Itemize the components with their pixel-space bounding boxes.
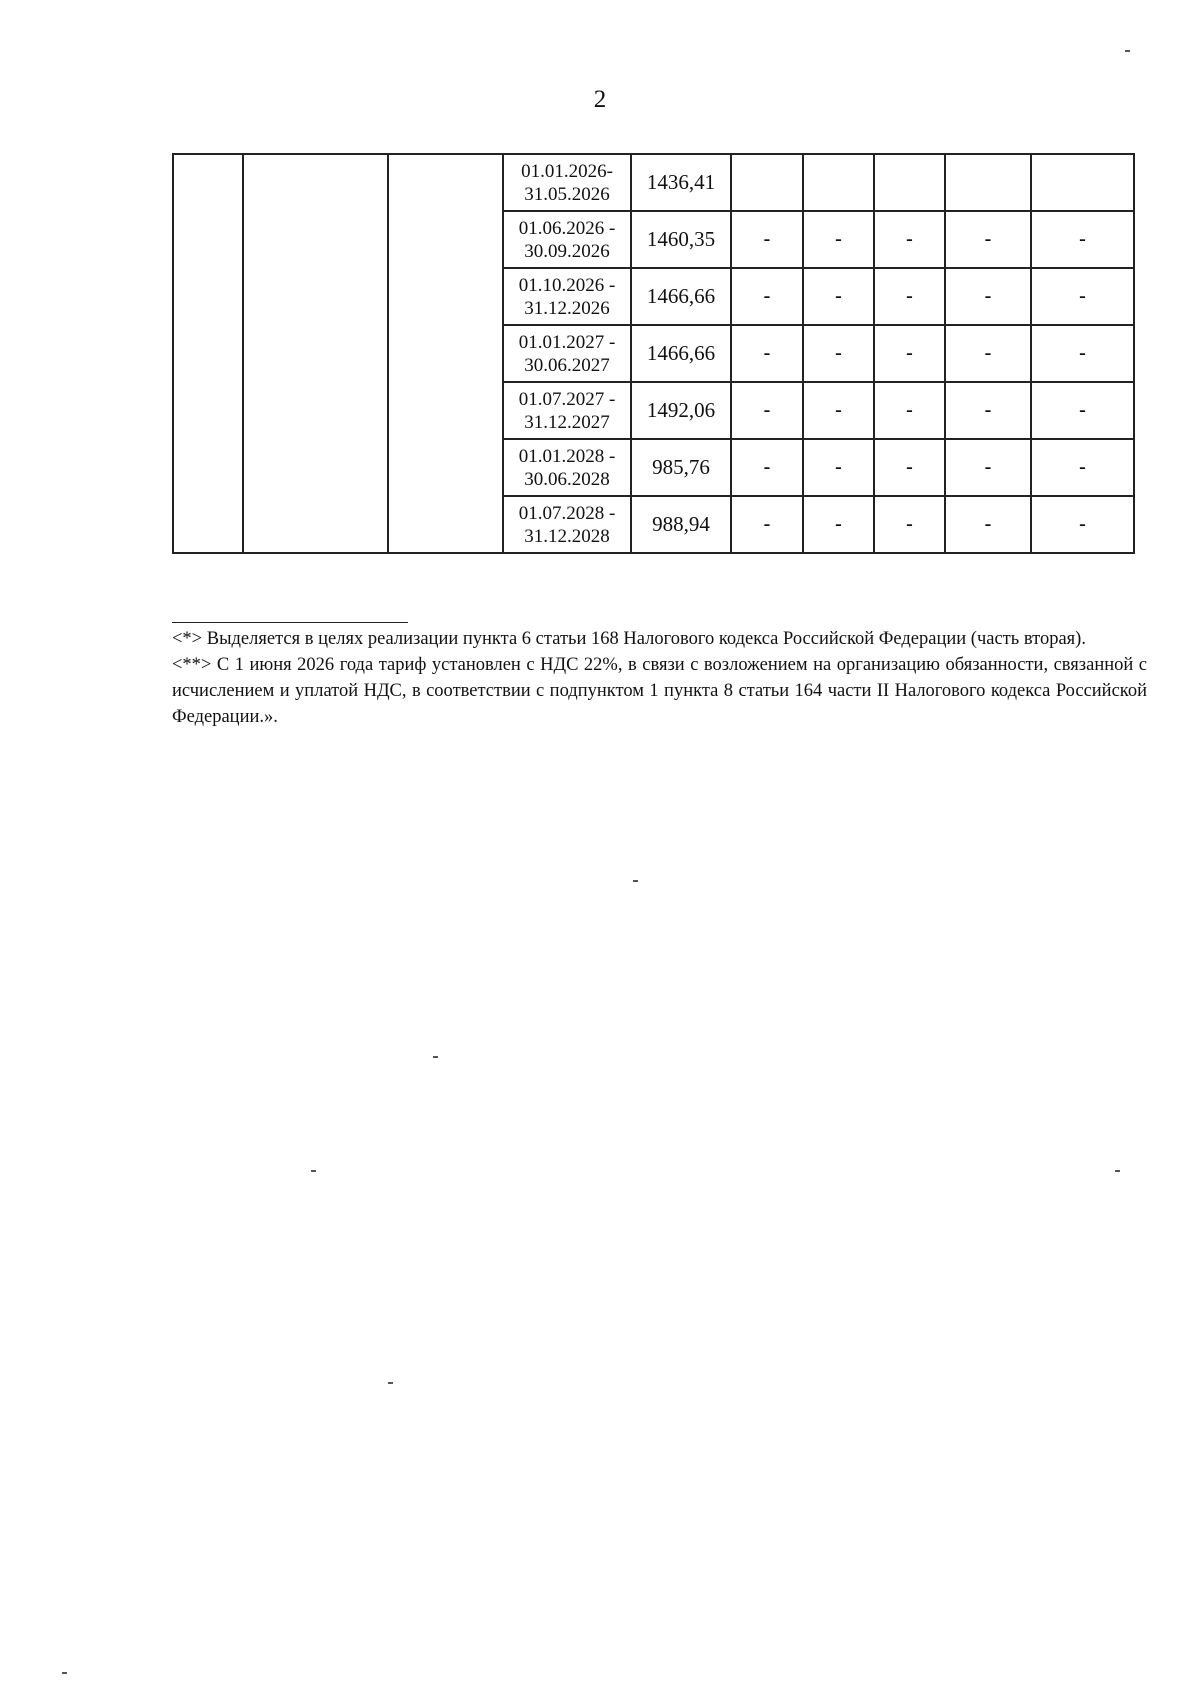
table-cell: - xyxy=(874,439,945,496)
scan-speck xyxy=(388,1382,393,1384)
table-cell: - xyxy=(945,268,1031,325)
footnotes xyxy=(172,626,1147,730)
table-cell: - xyxy=(945,211,1031,268)
table-cell: - xyxy=(803,268,874,325)
table-cell: - xyxy=(945,439,1031,496)
table-cell: - xyxy=(1031,211,1134,268)
table-cell xyxy=(731,154,803,211)
footnote-2: <**> С 1 июня 2026 года тариф установлен с НДС 22%, в связи с возложением на организацию обязанности, связанной с исчислением и уплатой НДС, в соответствии с подпунктом 1 пункта 8 статьи 164 части II Налогового кодекса Российской Федерации.». xyxy=(172,655,1147,727)
table-cell: - xyxy=(803,325,874,382)
table-cell xyxy=(874,154,945,211)
table-cell: - xyxy=(731,439,803,496)
table-cell: - xyxy=(874,211,945,268)
table-cell xyxy=(1031,154,1134,211)
page-number: 2 xyxy=(593,86,607,113)
scan-speck xyxy=(311,1170,316,1172)
table-cell: - xyxy=(874,496,945,553)
table-cell xyxy=(803,154,874,211)
table-cell: - xyxy=(1031,496,1134,553)
table-cell xyxy=(945,154,1031,211)
tariff-value: 985,76 xyxy=(631,439,731,496)
table-cell: - xyxy=(1031,382,1134,439)
table-cell: - xyxy=(874,268,945,325)
table-cell: - xyxy=(1031,268,1134,325)
footnote-1: <*> Выделяется в целях реализации пункта 6 статьи 168 Налогового кодекса Российской Федерации (часть вторая). xyxy=(172,629,1086,649)
table-cell: - xyxy=(731,496,803,553)
table-cell: - xyxy=(731,268,803,325)
period-cell: 01.07.2028 - 31.12.2028 xyxy=(503,496,631,553)
period-cell: 01.07.2027 - 31.12.2027 xyxy=(503,382,631,439)
scan-speck xyxy=(633,880,638,882)
tariff-value: 1466,66 xyxy=(631,268,731,325)
period-cell: 01.01.2028 - 30.06.2028 xyxy=(503,439,631,496)
merged-cell-3 xyxy=(388,154,503,553)
table-row xyxy=(173,154,1134,211)
table-cell: - xyxy=(803,439,874,496)
tariff-value: 1460,35 xyxy=(631,211,731,268)
table-cell: - xyxy=(803,496,874,553)
table-cell: - xyxy=(731,382,803,439)
table-cell: - xyxy=(731,325,803,382)
tariff-value: 988,94 xyxy=(631,496,731,553)
table-cell: - xyxy=(1031,325,1134,382)
period-cell: 01.10.2026 - 31.12.2026 xyxy=(503,268,631,325)
tariff-value: 1436,41 xyxy=(631,154,731,211)
table-cell: - xyxy=(1031,439,1134,496)
table-cell: - xyxy=(731,211,803,268)
merged-cell-1 xyxy=(173,154,243,553)
table-cell: - xyxy=(803,211,874,268)
table-cell: - xyxy=(945,382,1031,439)
table-cell: - xyxy=(945,325,1031,382)
tariff-table xyxy=(172,153,1135,554)
scan-speck xyxy=(1115,1170,1120,1172)
table-cell: - xyxy=(874,325,945,382)
scan-speck xyxy=(433,1056,438,1058)
tariff-value: 1466,66 xyxy=(631,325,731,382)
tariff-value: 1492,06 xyxy=(631,382,731,439)
table-cell: - xyxy=(874,382,945,439)
merged-cell-2 xyxy=(243,154,388,553)
period-cell: 01.06.2026 - 30.09.2026 xyxy=(503,211,631,268)
footnote-separator xyxy=(172,622,408,623)
scan-speck xyxy=(1125,50,1130,52)
scan-speck xyxy=(62,1672,67,1674)
period-cell: 01.01.2027 - 30.06.2027 xyxy=(503,325,631,382)
table-cell: - xyxy=(803,382,874,439)
period-cell: 01.01.2026- 31.05.2026 xyxy=(503,154,631,211)
table-cell: - xyxy=(945,496,1031,553)
